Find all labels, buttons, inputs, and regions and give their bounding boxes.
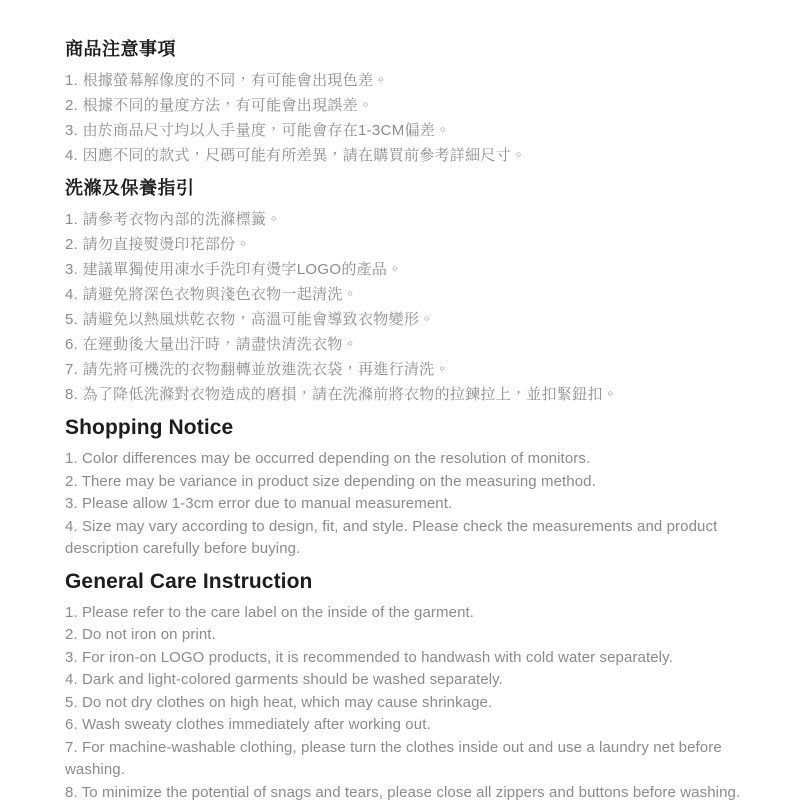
list-item: 3. Please allow 1-3cm error due to manual measurement. bbox=[65, 495, 453, 512]
section-product-notice-zh bbox=[65, 38, 766, 168]
washing-care-list bbox=[65, 207, 766, 407]
list-item: 8. 為了降低洗滌對衣物造成的磨損，請在洗滌前將衣物的拉鍊拉上，並扣緊鈕扣。 bbox=[65, 386, 619, 403]
list-item: 3. 由於商品尺寸均以人手量度，可能會存在1-3CM偏差。 bbox=[65, 122, 451, 139]
list-item: 3. 建議單獨使用凍水手洗印有燙字LOGO的產品。 bbox=[65, 261, 403, 278]
list-item: 2. 根據不同的量度方法，有可能會出現誤差。 bbox=[65, 97, 374, 114]
list-item: 1. Please refer to the care label on the inside of the garment. bbox=[65, 603, 475, 621]
list-item: 5. 請避免以熱風烘乾衣物，高溫可能會導致衣物變形。 bbox=[65, 311, 435, 328]
list-item: 1. Color differences may be occurred depending on the resolution of monitors. bbox=[65, 450, 591, 467]
list-item: 1. 請參考衣物內部的洗滌標籤。 bbox=[65, 211, 282, 228]
list-item: 2. 請勿直接熨燙印花部份。 bbox=[65, 236, 251, 253]
shopping-notice-list bbox=[65, 448, 766, 561]
list-item: 4. 請避免將深色衣物與淺色衣物一起清洗。 bbox=[65, 286, 358, 303]
section-title-washing-care-guide: 洗滌及保養指引 bbox=[65, 178, 195, 198]
list-item: 2. There may be variance in product size depending on the measuring method. bbox=[65, 472, 596, 490]
section-general-care-instruction-en bbox=[65, 570, 766, 805]
list-item: 6. 在運動後大量出汗時，請盡快清洗衣物。 bbox=[65, 336, 358, 353]
section-shopping-notice-en bbox=[65, 416, 766, 561]
list-item: 5. Do not dry clothes on high heat, which may cause shrinkage. bbox=[65, 693, 493, 711]
list-item: 3. For iron-on LOGO products, it is recommended to handwash with cold water separately. bbox=[65, 648, 673, 666]
list-item: 4. Dark and light-colored garments should be washed separately. bbox=[65, 671, 503, 688]
list-item: 8. To minimize the potential of snags and tears, please close all zippers and buttons before washing. bbox=[65, 783, 741, 801]
product-notice-list bbox=[65, 68, 766, 168]
list-item: 4. Size may vary according to design, fit, and style. Please check the measurements and product description carefully before buying. bbox=[65, 517, 718, 557]
list-item: 7. 請先將可機洗的衣物翻轉並放進洗衣袋，再進行清洗。 bbox=[65, 361, 450, 378]
list-item: 7. For machine-washable clothing, please turn the clothes inside out and use a laundry net before washing. bbox=[65, 738, 722, 778]
section-washing-care-guide-zh bbox=[65, 177, 766, 407]
section-title-shopping-notice: Shopping Notice bbox=[65, 416, 234, 439]
section-title-general-care-instruction: General Care Instruction bbox=[65, 569, 313, 593]
general-care-list bbox=[65, 602, 766, 805]
list-item: 4. 因應不同的款式，尺碼可能有所差異，請在購買前參考詳細尺寸。 bbox=[65, 147, 527, 164]
list-item: 2. Do not iron on print. bbox=[65, 626, 216, 643]
list-item: 1. 根據螢幕解像度的不同，有可能會出現色差。 bbox=[65, 72, 389, 89]
section-title-product-notice: 商品注意事項 bbox=[65, 39, 176, 59]
list-item: 6. Wash sweaty clothes immediately after working out. bbox=[65, 716, 431, 733]
